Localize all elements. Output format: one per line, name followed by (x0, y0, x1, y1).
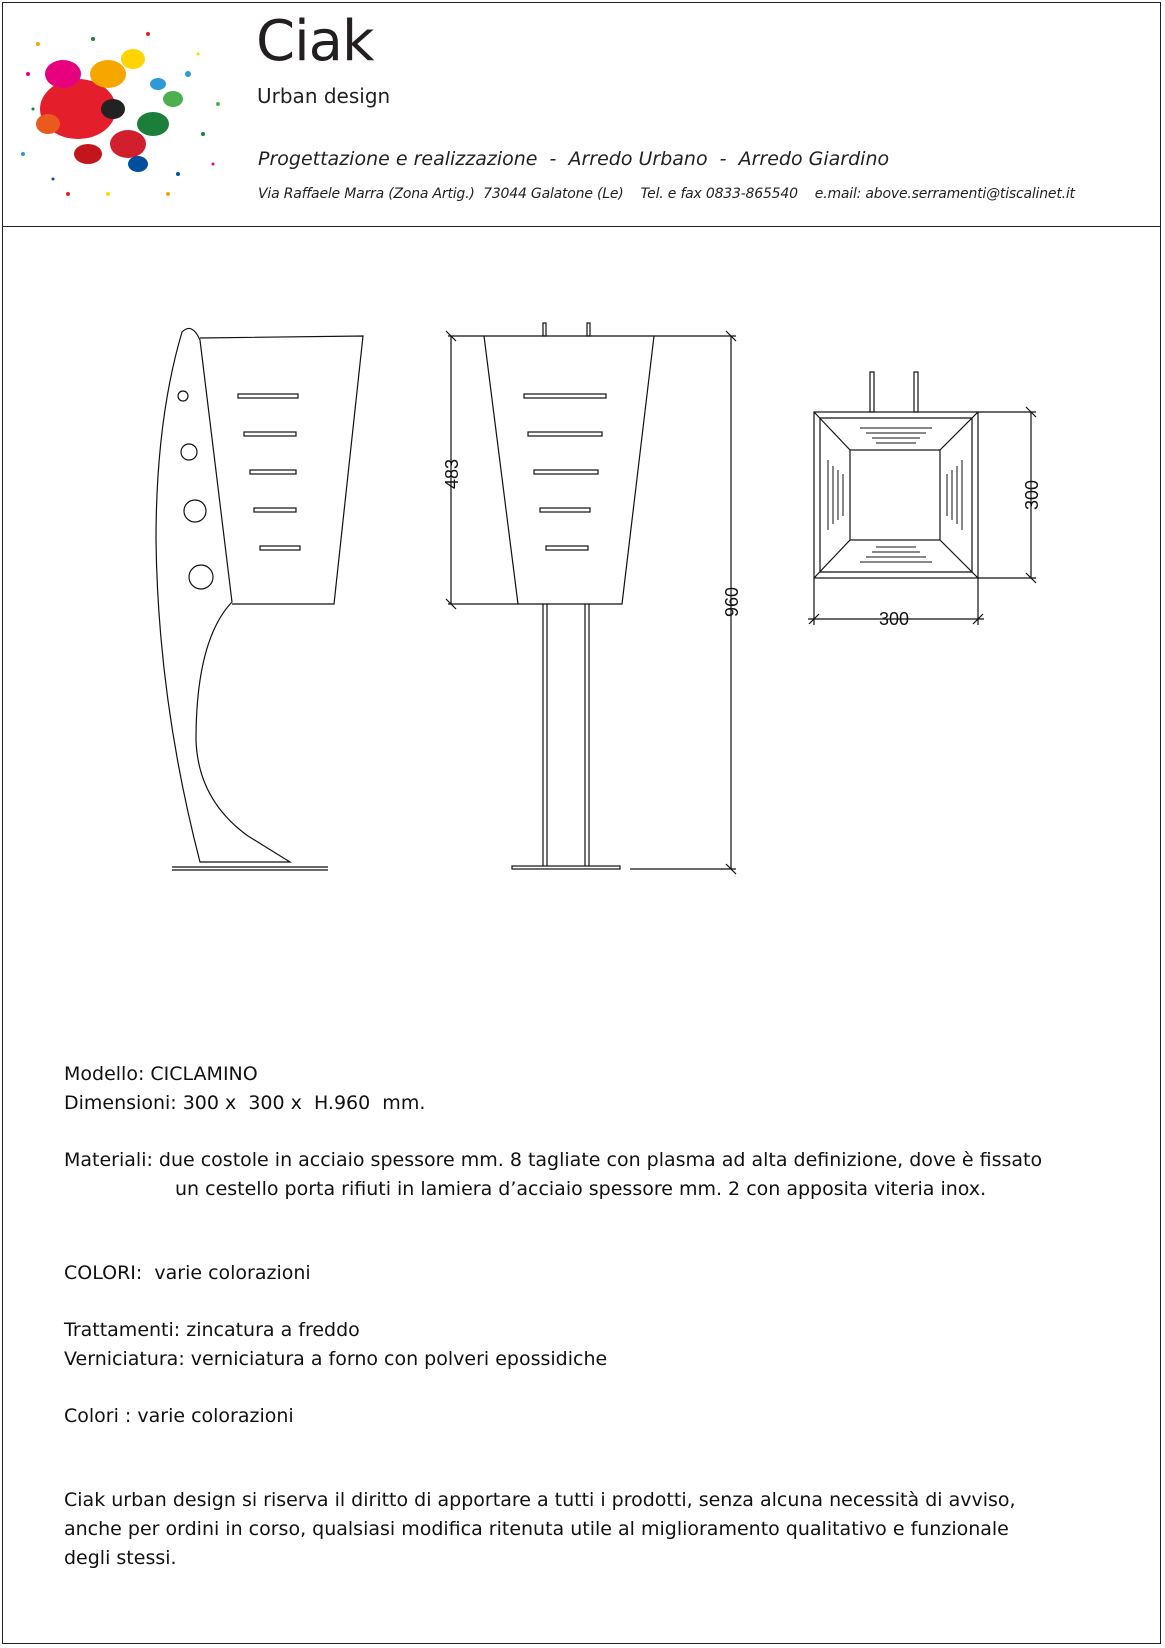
spec-model: Modello: CICLAMINO (64, 1063, 258, 1085)
spec-dimensions: Dimensioni: 300 x 300 x H.960 mm. (64, 1092, 426, 1114)
spec-treatments: Trattamenti: zincatura a freddo (64, 1319, 360, 1341)
side-hole (189, 565, 213, 589)
front-view (446, 323, 736, 874)
spec-colors: Colori : varie colorazioni (64, 1405, 294, 1427)
spec-materials-line1: Materiali: due costole in acciaio spessore mm. 8 tagliate con plasma ad alta definizione, dove è fissato (64, 1149, 1043, 1171)
side-hole (184, 500, 206, 522)
dim-label-483: 483 (442, 458, 462, 490)
brand-name: Ciak (256, 9, 374, 74)
technical-drawing (0, 300, 1165, 880)
splash-blobs (36, 49, 183, 172)
paint-splash-icon (8, 14, 248, 214)
spec-colors-upper: COLORI: varie colorazioni (64, 1262, 311, 1284)
side-slots (238, 394, 300, 550)
side-hole (181, 444, 197, 460)
side-hole (178, 391, 188, 401)
top-clip (914, 372, 918, 412)
front-clip (543, 323, 546, 336)
tagline: Progettazione e realizzazione - Arredo Urbano - Arredo Giardino (258, 148, 890, 170)
side-rib (156, 328, 290, 862)
disclaimer-line3: degli stessi. (64, 1547, 177, 1569)
disclaimer-line2: anche per ordini in corso, qualsiasi modifica ritenuta utile al miglioramento qualitativo e funzionale (64, 1518, 1009, 1540)
top-clip (870, 372, 874, 412)
front-slots (524, 394, 606, 550)
header-divider (2, 226, 1161, 227)
dimension-960 (630, 331, 736, 874)
spec-painting: Verniciatura: verniciatura a forno con polveri epossidiche (64, 1348, 608, 1370)
top-inner (850, 450, 940, 540)
top-view (808, 372, 1036, 625)
dim-label-960: 960 (722, 586, 742, 618)
front-base-plate (512, 866, 620, 869)
brand-subtitle: Urban design (257, 84, 391, 108)
disclaimer-line1: Ciak urban design si riserva il diritto di apportare a tutti i prodotti, senza alcuna necessità di avviso, (64, 1489, 1016, 1511)
dim-label-300-depth: 300 (1022, 479, 1042, 511)
front-clip (587, 323, 590, 336)
side-view (156, 328, 363, 870)
dim-label-300-width: 300 (878, 609, 910, 629)
spec-materials-line2: un cestello porta rifiuti in lamiera d’acciaio spessore mm. 2 con apposita viteria inox. (175, 1178, 987, 1200)
contact-address: Via Raffaele Marra (Zona Artig.) 73044 Galatone (Le) Tel. e fax 0833-865540 e.mail: above.serramenti@tiscalinet.it (258, 186, 1075, 202)
